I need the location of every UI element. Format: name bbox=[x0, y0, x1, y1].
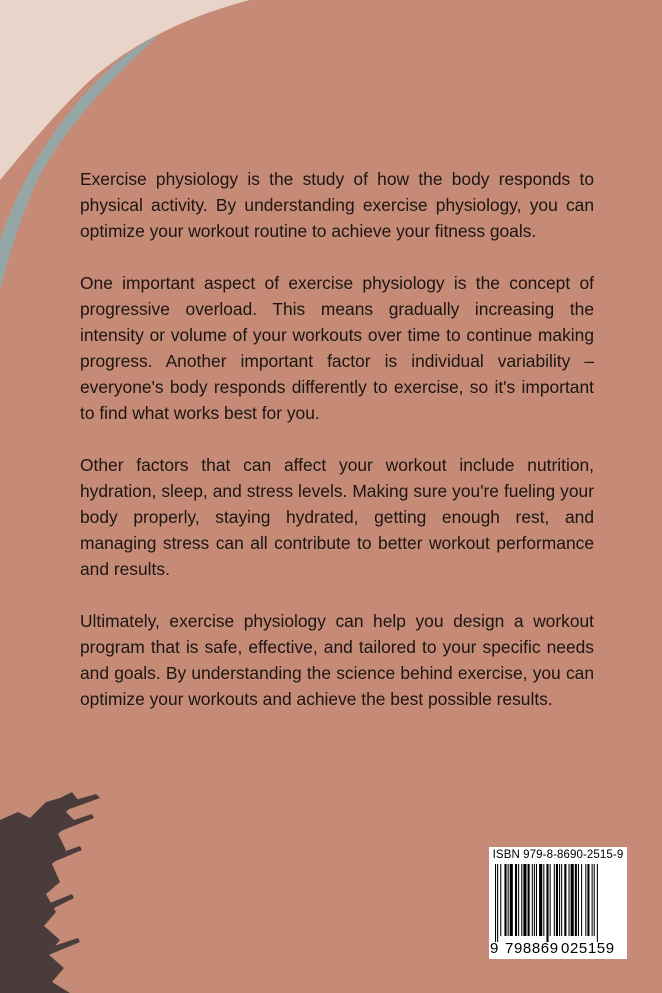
barcode-bar bbox=[495, 864, 496, 942]
barcode-bar bbox=[581, 864, 582, 936]
cream-swoosh bbox=[0, 0, 250, 180]
bottom-left-brush-decoration bbox=[0, 790, 140, 993]
barcode-bar bbox=[523, 864, 526, 936]
barcode-bar bbox=[578, 864, 579, 936]
barcode-bar bbox=[528, 864, 530, 936]
brush-shape bbox=[0, 792, 78, 993]
barcode-bar bbox=[521, 864, 522, 936]
barcode-bar bbox=[534, 864, 535, 936]
barcode-bar bbox=[585, 864, 586, 936]
barcode-bar bbox=[571, 864, 574, 936]
barcode-bar bbox=[592, 864, 593, 936]
barcode-bar bbox=[543, 864, 544, 936]
barcode-bar bbox=[554, 864, 555, 936]
barcode-bar bbox=[559, 864, 560, 936]
blurb-paragraph-4: Ultimately, exercise physiology can help you design a workout program that is safe, effective, and tailored to your specific needs and goals. By understanding the science behind exercise, you can optimize your workouts and achieve the best possible results. bbox=[80, 611, 594, 709]
isbn-digits-left: 798869 bbox=[505, 940, 559, 957]
isbn-digits-right: 025159 bbox=[561, 940, 615, 957]
barcode-bar bbox=[536, 864, 537, 936]
barcode-bar bbox=[500, 864, 501, 936]
barcode-bar bbox=[556, 864, 558, 936]
barcode-bar bbox=[569, 864, 570, 936]
barcode-bar bbox=[594, 864, 595, 936]
barcode-bar bbox=[515, 864, 517, 936]
blurb-paragraph-3: Other factors that can affect your workout include nutrition, hydration, sleep, and stress levels. Making sure you're fueling your body properly, staying hydrated, getting enough rest, and managing stress can all contribute to better workout performance and results. bbox=[80, 455, 594, 579]
isbn-barcode-box bbox=[489, 847, 627, 959]
barcode-bar bbox=[508, 864, 509, 936]
blurb-paragraph-1: Exercise physiology is the study of how the body responds to physical activity. By understanding exercise physiology, you can optimize your workout routine to achieve your fitness goals. bbox=[80, 169, 594, 241]
barcode-bar bbox=[518, 864, 519, 936]
barcode-bar bbox=[564, 864, 566, 936]
isbn-label: ISBN 979-8-8690-2515-9 bbox=[492, 849, 624, 861]
barcode-bar bbox=[539, 864, 542, 936]
barcode-bar bbox=[550, 864, 551, 936]
barcode-bar bbox=[546, 864, 548, 942]
barcode-bar bbox=[497, 864, 498, 942]
blurb-paragraph-2: One important aspect of exercise physiology is the concept of progressive overload. This means gradually increasing the intensity or volume of your workouts over time to continue making progress. Another important factor is individual variability – everyone's body responds differently to exercise, so it's important to find what works best for you. bbox=[80, 273, 594, 423]
barcode-bar bbox=[587, 864, 589, 936]
barcode-bar bbox=[504, 864, 506, 936]
barcode-bar bbox=[561, 864, 562, 936]
barcode-bar bbox=[510, 864, 513, 936]
blurb-text bbox=[80, 166, 594, 738]
barcode-bar bbox=[532, 864, 533, 936]
isbn-digit-first: 9 bbox=[490, 940, 499, 957]
barcode-bars bbox=[495, 864, 621, 942]
barcode-bar bbox=[597, 864, 598, 942]
barcode-bar bbox=[575, 864, 577, 936]
